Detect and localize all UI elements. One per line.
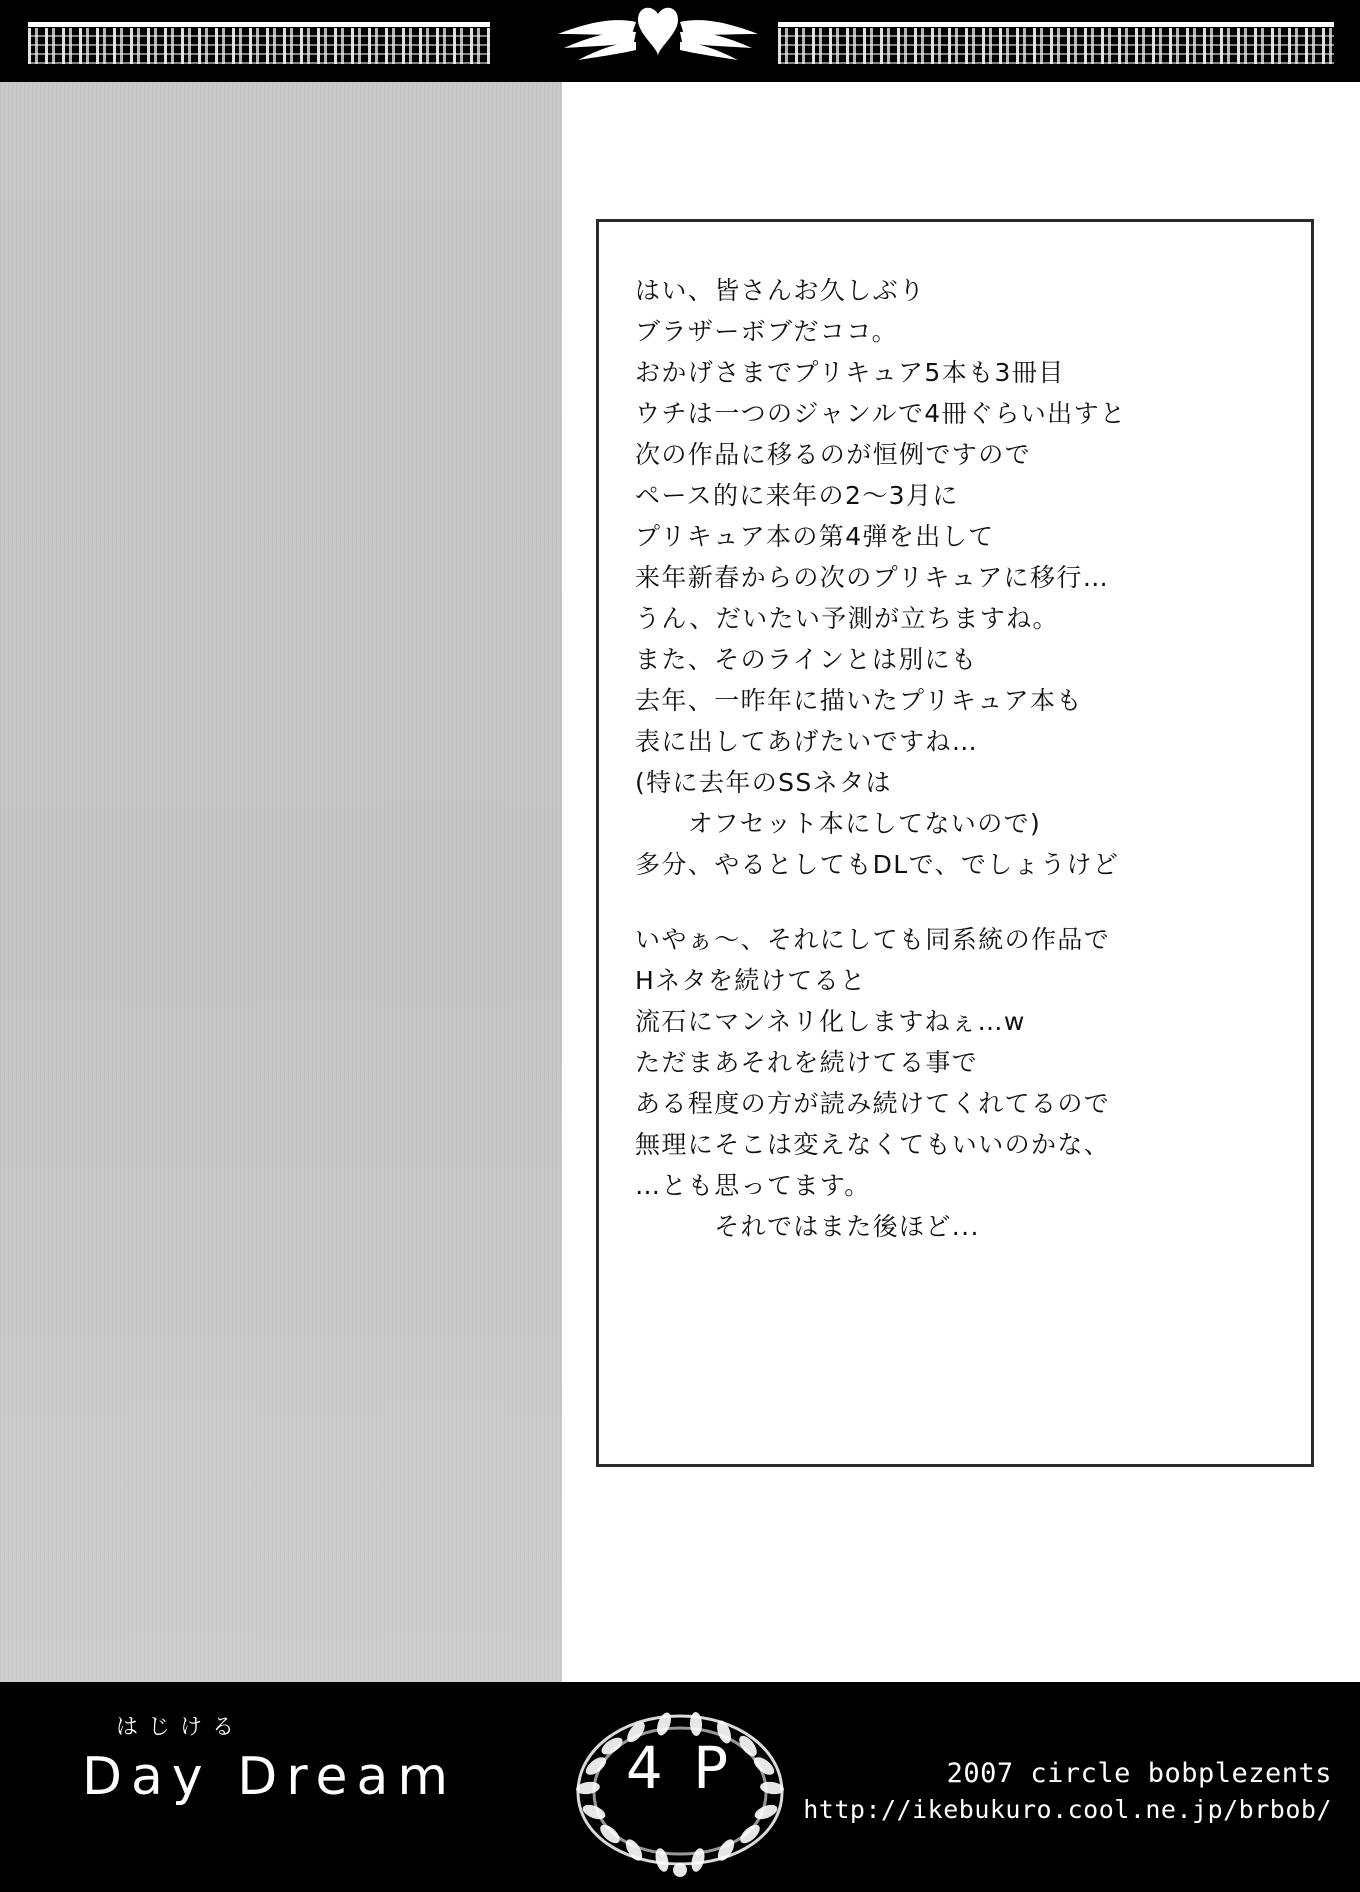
floral-strip-left-icon	[28, 28, 490, 64]
paragraph-spacer	[635, 885, 1285, 919]
note-line: 多分、やるとしてもDLで、でしょうけど	[635, 850, 1120, 879]
note-line: 無理にそこは変えなくてもいいのかな、	[635, 1130, 1111, 1159]
note-line: いやぁ〜、それにしても同系統の作品で	[635, 925, 1111, 954]
note-line: 表に出してあげたいですね…	[635, 727, 979, 756]
note-line: ペース的に来年の2〜3月に	[635, 481, 959, 510]
afterword-note-box	[596, 219, 1314, 1467]
note-line: それではまた後ほど...	[635, 1212, 980, 1241]
afterword-text	[635, 270, 1285, 1247]
book-title-group	[82, 1710, 457, 1807]
top-rule-right	[778, 22, 1334, 27]
note-line: オフセット本にしてないので)	[635, 809, 1042, 838]
note-line: 来年新春からの次のプリキュアに移行…	[635, 563, 1110, 592]
bottom-footer-band	[0, 1682, 1360, 1892]
note-line: ただまあそれを続けてる事で	[635, 1048, 979, 1077]
page-content-area	[0, 82, 1360, 1682]
title-main-text: Day Dream	[82, 1747, 457, 1807]
page-number: 4 P	[625, 1734, 735, 1802]
note-line: ブラザーボブだココ。	[635, 317, 899, 346]
credit-url[interactable]: http://ikebukuro.cool.ne.jp/brbob/	[803, 1795, 1332, 1824]
note-line: (特に去年のSSネタは	[635, 768, 892, 797]
note-line: ある程度の方が読み続けてくれてるので	[635, 1089, 1111, 1118]
floral-strip-right-icon	[778, 28, 1334, 64]
note-line: 流石にマンネリ化しますねぇ…w	[635, 1007, 1026, 1036]
title-ruby-text: はじける	[116, 1715, 245, 1740]
note-line: はい、皆さんお久しぶり	[635, 276, 926, 305]
top-decorative-band	[0, 0, 1360, 82]
note-line: …とも思ってます。	[635, 1171, 871, 1200]
note-line: 次の作品に移るのが恒例ですので	[635, 440, 1032, 469]
note-line: 去年、一昨年に描いたプリキュア本も	[635, 686, 1083, 715]
note-line: ウチは一つのジャンルで4冊ぐらい出すと	[635, 399, 1127, 428]
note-line: おかげさまでプリキュア5本も3冊目	[635, 358, 1065, 387]
top-rule-left	[28, 22, 490, 27]
note-line: プリキュア本の第4弾を出して	[635, 522, 995, 551]
note-line: うん、だいたい予測が立ちますね。	[635, 604, 1059, 633]
note-line: また、そのラインとは別にも	[635, 645, 978, 674]
credit-circle-name: 2007 circle bobplezents	[946, 1758, 1332, 1789]
left-gray-panel	[0, 82, 562, 1682]
winged-heart-emblem-icon	[548, 0, 768, 76]
note-line: Hネタを続けてると	[635, 966, 867, 995]
credits-block	[803, 1758, 1332, 1824]
